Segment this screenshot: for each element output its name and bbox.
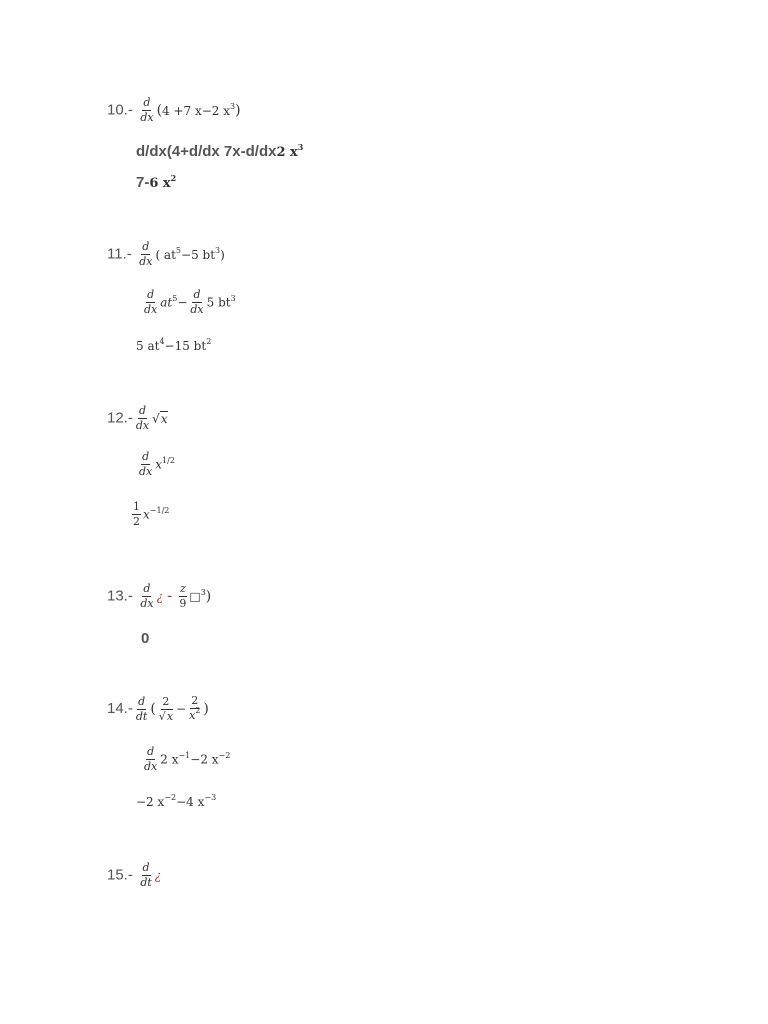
problem-14-step-2: −2 $x^{-2}-4$ $x^{-3}$ <box>136 793 217 809</box>
problem-14-step-1: $\frac{d}{dx}$ 2 $x^{-1}-2$ $x^{-2}$ <box>144 745 231 773</box>
problem-10-step-2: 7-6 $x^2$ <box>136 173 177 191</box>
derivative-operator: $\frac{d}{dt}$ <box>135 694 148 723</box>
sqrt-expression: √x <box>152 411 168 426</box>
problem-12-step-2: $\frac{1}{2}$ $x^{-1/2}$ <box>133 500 170 528</box>
problem-11 <box>107 241 225 268</box>
placeholder-box: □ <box>189 589 201 604</box>
problem-13: 13.- $\frac{d}{dx}$ ¿ - $\frac{z}{9}$ □$^3$) <box>107 582 212 610</box>
problem-number: 15.- <box>107 866 133 884</box>
derivative-operator: $\frac{d}{dx}$ <box>140 96 154 124</box>
problem-10-step-1: d/dx(4+d/dx 7x-d/dx2 $x^3$ <box>136 142 304 160</box>
problem-number: 10.- <box>107 101 133 119</box>
problem-11-step-2: 5 $at^4-15$ $bt^2$ <box>136 337 212 353</box>
problem-number: 12.- <box>107 409 133 427</box>
expression: 4 +7 x−2 $x^3$ <box>162 101 236 118</box>
problem-number: 11.- <box>107 245 132 263</box>
problem-number: 14.- <box>107 700 133 718</box>
problem-12 <box>107 405 168 432</box>
problem-15 <box>107 862 161 889</box>
derivative-operator: $\frac{d}{dt}$ <box>140 861 152 889</box>
problem-11-step-1: $\frac{d}{dx}$ $at^5-$ $\frac{d}{dx}$ 5 $bt^3$ <box>144 288 236 316</box>
inverted-question-mark: ¿ <box>156 589 163 604</box>
derivative-operator: $\frac{d}{dx}$ <box>139 240 153 268</box>
problem-13-answer: 0 <box>141 630 150 647</box>
inverted-question-mark: ¿ <box>154 868 162 883</box>
expression: ( $at^5-5$ $bt^3$) <box>155 245 225 262</box>
derivative-operator: $\frac{d}{dx}$ <box>140 582 154 610</box>
problem-14: 14.- $\frac{d}{dt}$ ( $\frac{2}{√x}$ − $\frac{2}{x^2}$ ) <box>107 694 209 723</box>
problem-10: 10.- $\frac{d}{dx}$ (4 +7 x−2 $x^3$) <box>107 96 241 124</box>
problem-number: 13.- <box>107 587 133 605</box>
derivative-operator: $\frac{d}{dx}$ <box>135 404 150 432</box>
problem-12-step-1: $\frac{d}{dx}$ $x^{1/2}$ <box>139 450 175 478</box>
